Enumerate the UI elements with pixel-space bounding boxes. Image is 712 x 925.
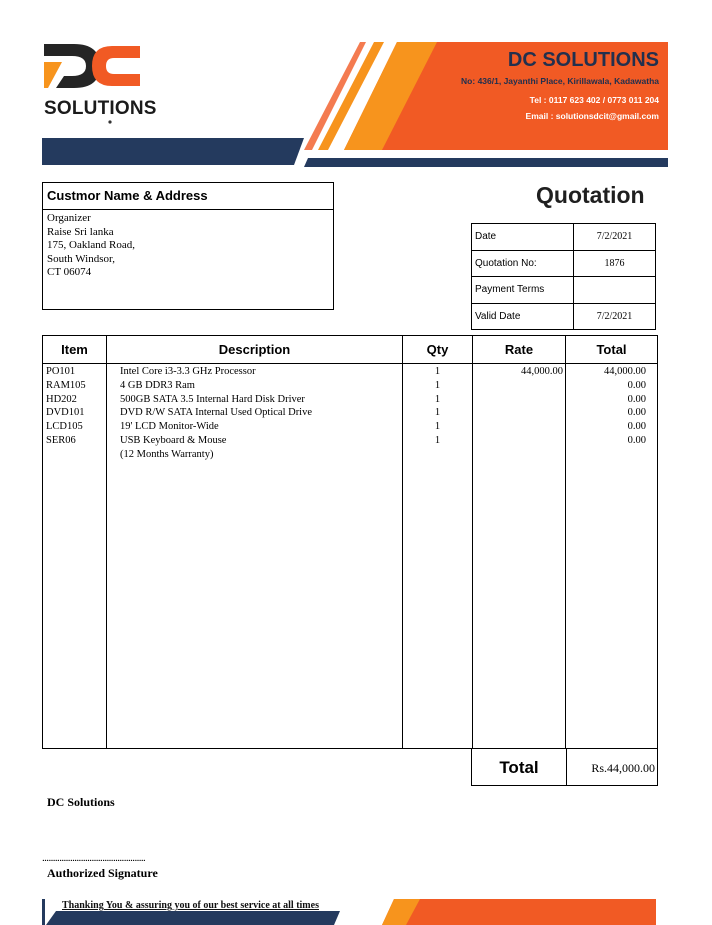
meta-row xyxy=(472,277,656,304)
document-title: Quotation xyxy=(536,182,645,208)
customer-address-box xyxy=(42,182,334,310)
letterhead-header xyxy=(42,40,668,168)
meta-value: 1876 xyxy=(574,250,656,277)
column-divider xyxy=(106,336,107,748)
column-divider xyxy=(472,336,473,748)
item-qty: 1 xyxy=(434,393,441,405)
customer-line: Organizer xyxy=(47,212,91,224)
item-qty: 1 xyxy=(434,407,441,419)
item-qty: 1 xyxy=(434,421,441,433)
item-description: 500GB SATA 3.5 Internal Hard Disk Driver xyxy=(120,393,305,405)
item-total: 0.00 xyxy=(627,393,646,405)
letterhead-footer xyxy=(42,897,668,925)
customer-address-lines xyxy=(43,210,333,282)
meta-row xyxy=(472,250,656,277)
grand-total-box xyxy=(471,748,658,786)
item-total: 0.00 xyxy=(627,379,646,391)
meta-value: 7/2/2021 xyxy=(574,224,656,251)
meta-label: Valid Date xyxy=(472,303,574,330)
signature-line: ................................................ xyxy=(42,852,146,864)
meta-label: Date xyxy=(472,224,574,251)
item-total: 44,000.00 xyxy=(604,366,646,377)
qty-column xyxy=(403,365,472,448)
total-column xyxy=(566,365,646,448)
customer-line: Raise Sri lanka xyxy=(47,225,114,238)
item-code: HD202 xyxy=(46,393,77,405)
item-code: RAM105 xyxy=(46,379,86,391)
company-email: Email : solutionsdcit@gmail.com xyxy=(525,111,659,121)
item-code-column xyxy=(46,365,86,448)
item-qty: 1 xyxy=(434,379,441,391)
customer-line: CT 06074 xyxy=(47,266,92,279)
items-table xyxy=(42,335,658,749)
company-phone: Tel : 0117 623 402 / 0773 011 204 xyxy=(529,95,659,105)
column-header-description: Description xyxy=(218,342,291,357)
meta-row xyxy=(472,224,656,251)
meta-row xyxy=(472,303,656,330)
item-description: USB Keyboard & Mouse xyxy=(120,434,227,446)
logo-wordmark: SOLUTIONS xyxy=(44,98,157,119)
customer-heading: Custmor Name & Address xyxy=(43,183,333,210)
item-total: 0.00 xyxy=(627,434,646,446)
meta-value xyxy=(574,277,656,304)
quotation-meta-table xyxy=(471,223,656,330)
item-description: 4 GB DDR3 Ram xyxy=(120,379,195,391)
footer-message: Thanking You & assuring you of our best service at all times xyxy=(62,900,319,911)
column-header-item: Item xyxy=(61,342,88,357)
item-code: PO101 xyxy=(46,366,76,377)
item-total: 0.00 xyxy=(627,421,646,433)
item-qty: 1 xyxy=(434,434,441,446)
item-code: SER06 xyxy=(46,434,76,446)
column-header-total: Total xyxy=(596,342,627,357)
item-code: LCD105 xyxy=(46,421,83,433)
grand-total-label: Total xyxy=(472,749,567,785)
item-total: 0.00 xyxy=(627,407,646,419)
signing-company: DC Solutions xyxy=(47,795,115,809)
item-description: (12 Months Warranty) xyxy=(120,448,214,460)
item-rate: 44,000.00 xyxy=(521,366,563,377)
customer-line: 175, Oakland Road, xyxy=(47,239,135,252)
item-code: DVD101 xyxy=(46,407,85,419)
meta-value: 7/2/2021 xyxy=(574,303,656,330)
meta-label: Payment Terms xyxy=(472,277,574,304)
grand-total-value: Rs.44,000.00 xyxy=(591,761,655,775)
item-description: Intel Core i3-3.3 GHz Processor xyxy=(120,366,256,377)
column-header-rate: Rate xyxy=(504,342,534,357)
signature-label: Authorized Signature xyxy=(47,866,158,880)
rate-column xyxy=(473,365,563,379)
company-address: No: 436/1, Jayanthi Place, Kirillawala, Kadawatha xyxy=(461,76,659,86)
item-description: 19' LCD Monitor-Wide xyxy=(120,421,219,433)
customer-line: South Windsor, xyxy=(47,252,115,265)
item-qty: 1 xyxy=(434,366,441,377)
meta-label: Quotation No: xyxy=(472,250,574,277)
item-description: DVD R/W SATA Internal Used Optical Drive xyxy=(120,407,313,419)
description-column xyxy=(120,365,312,462)
company-name: DC SOLUTIONS xyxy=(507,49,659,71)
column-header-qty: Qty xyxy=(426,342,449,357)
